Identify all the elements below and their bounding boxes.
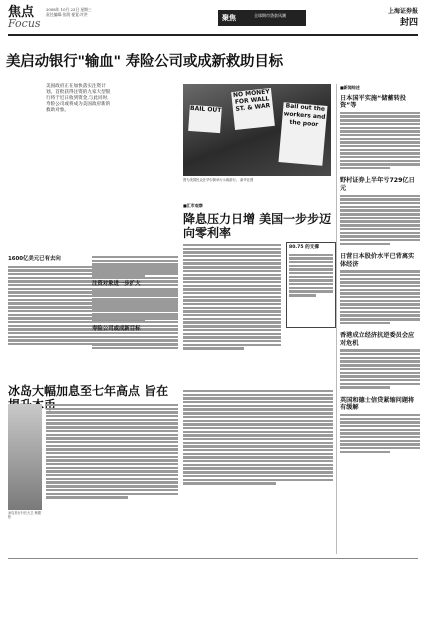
- left-subheading-1: 1600亿美元已有去向: [8, 256, 61, 262]
- middle-article: [183, 244, 281, 350]
- section-brand-english: Focus: [8, 17, 41, 30]
- protest-photo: [183, 84, 331, 176]
- page-section: 封四: [399, 18, 418, 28]
- portrait-photo: [8, 404, 42, 510]
- body-text: [340, 112, 420, 170]
- main-headline: 美启动银行"输血" 寿险公司或成新救助目标: [6, 54, 283, 70]
- right-news-column: [340, 84, 420, 453]
- box-title: 80.75 的支撑: [289, 245, 319, 250]
- portrait-caption: 冰岛央行行长大卫·奥德松: [8, 511, 41, 519]
- news-tag: ■新闻综述: [340, 85, 360, 90]
- section-brand: 焦点: [8, 5, 35, 20]
- editor-credit: 责任编辑:张润 视觉:许洪: [46, 11, 88, 17]
- left-article-col2: [92, 256, 178, 349]
- news-headline: 野村证券上半年亏729亿日元: [340, 177, 415, 193]
- protest-sign: Bail out the workers and the poor: [278, 102, 327, 166]
- middle-article-cont: [183, 390, 333, 485]
- photo-caption: 图为美国民众在华尔街举行示威游行。 新华社图: [183, 178, 254, 182]
- body-text: [287, 254, 335, 297]
- masthead-rule: [8, 34, 418, 36]
- iceland-article: [46, 404, 178, 499]
- body-text: [340, 349, 420, 388]
- news-headline: 英国和德士信贷紧缩问题将有缓解: [340, 396, 415, 412]
- middle-headline: 降息压力日增 美国一步步迈向零利率: [183, 212, 332, 240]
- column-divider: [336, 84, 337, 554]
- topic-subtitle: 全球期市贷款风潮: [254, 13, 286, 18]
- news-headline: 日营日本股价水平已背离实体经济: [340, 253, 415, 268]
- news-headline: 香港成立经济抗逆委员会应对危机: [340, 332, 415, 347]
- body-text: [340, 270, 420, 324]
- topic-banner: 聚焦: [218, 10, 306, 26]
- protest-sign: NO MONEY FOR WALL ST. & WAR: [231, 88, 275, 130]
- body-text: [340, 414, 420, 453]
- issue-date: 2008年 10月 23日 星期三: [46, 7, 92, 12]
- masthead: [8, 6, 418, 46]
- section-tag: ■汇市观察: [183, 203, 203, 208]
- news-headline: 日本国平实施“储蓄转投资”等: [340, 94, 406, 110]
- body-text: [183, 390, 333, 485]
- left-subheading-3: 寿险公司或成新目标: [92, 326, 141, 333]
- body-text: [92, 336, 178, 349]
- left-subheading-2: 注资对象进一步扩大: [92, 280, 141, 287]
- protest-sign: BAIL OUT: [188, 105, 222, 133]
- body-text: [92, 290, 178, 322]
- paper-name: 上海证券报: [387, 8, 418, 15]
- iceland-headline: 冰岛大幅加息至七年高点 旨在 本币: [8, 384, 169, 412]
- body-text: [46, 404, 178, 499]
- body-text: [92, 256, 178, 277]
- issue-meta: [46, 8, 216, 17]
- body-text: [183, 244, 281, 350]
- footer-rule: [8, 558, 418, 559]
- lede-paragraph: 美国政府正在加快落实注资计划。首批获得注资的九家大型银行将于近日收到资金,与此同时,寿险公司或将成为美国政府新的救助对象。: [46, 84, 111, 114]
- body-text: [340, 195, 420, 245]
- sidebar-box: [286, 242, 336, 328]
